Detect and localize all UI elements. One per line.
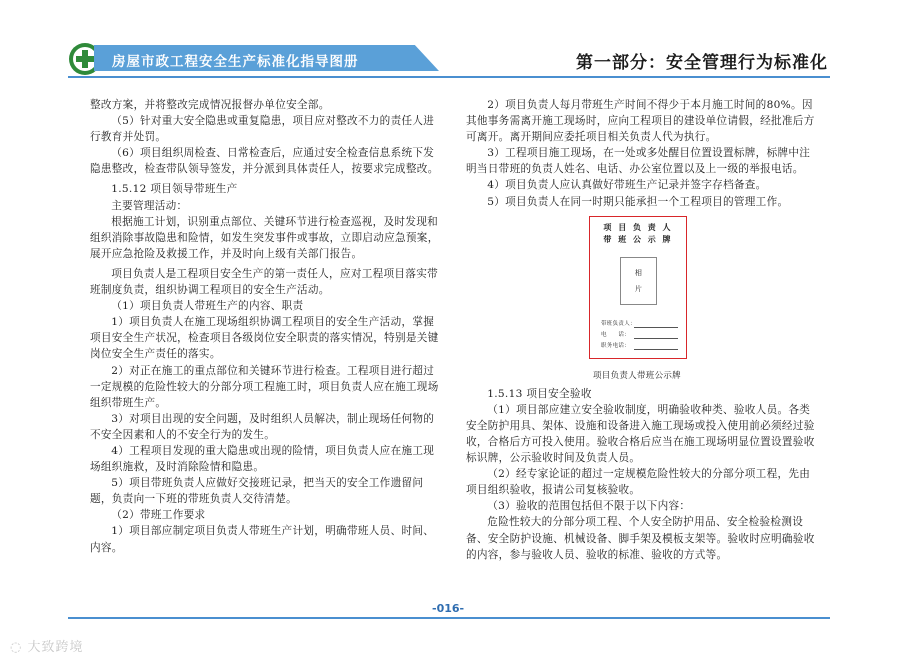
page-header bbox=[68, 42, 830, 76]
watermark bbox=[10, 636, 84, 655]
section-title: 第一部分：安全管理行为标准化 bbox=[576, 53, 828, 73]
header-rule bbox=[68, 76, 830, 78]
subheading: 主要管理活动： bbox=[111, 199, 188, 212]
section-heading: 1.5.13 项目安全验收 bbox=[487, 387, 592, 400]
paragraph: （6）项目组织周检查、日常检查后，应通过安全检查信息系统下发隐患整改，检查带队领导签发，并分派到具体责任人，按要求完成整改。 bbox=[90, 147, 439, 176]
photo-label-2: 片 bbox=[634, 284, 643, 293]
sign-figure bbox=[466, 210, 816, 386]
paragraph: （5）针对重大安全隐患或重复隐患，项目应对整改不力的责任人进行教育并处罚。 bbox=[90, 115, 435, 144]
paragraph: 整改方案，并将整改完成情况报督办单位安全部。 bbox=[90, 99, 330, 111]
paragraph: 2）对正在施工的重点部位和关键环节进行检查。工程项目进行超过一定规模的危险性较大的分部分项工程施工时，项目负责人应在施工现场组织带班生产。 bbox=[90, 364, 439, 409]
paragraph: 4）工程项目发现的重大隐患或出现的险情，项目负责人应在施工现场组织施救，及时消除险情和隐患。 bbox=[90, 444, 435, 474]
sign-field-leader: 带班负责人： bbox=[601, 320, 636, 327]
paragraph: 危险性较大的分部分项工程、个人安全防护用品、安全检验检测设备、安全防护设施、机械设备、脚手架及模板支架等。验收时应明确验收的内容，参与验收人员、验收的标准、验收的方式等。 bbox=[466, 516, 815, 561]
photo-label-1: 相 bbox=[634, 268, 643, 277]
footer-rule bbox=[68, 617, 830, 619]
duty-sign-board bbox=[589, 216, 687, 359]
paragraph: 2）项目负责人每月带班生产时间不得少于本月施工时间的80%。因其他事务需离开施工现场时，应向工程项目的建设单位请假，经批准后方可离开。离开期间应委托项目相关负责人代为执行。 bbox=[466, 99, 815, 144]
paragraph: 3）对项目出现的安全问题，及时组织人员解决，制止现场任何物的不安全因素和人的不安全行为的发生。 bbox=[90, 412, 435, 441]
paragraph: 4）项目负责人应认真做好带班生产记录并签字存档备查。 bbox=[487, 179, 767, 192]
paragraph: 根据施工计划，识别重点部位、关键环节进行检查巡视，及时发现和组织消除事故隐患和险情，如发生突发事件或事故，立即启动应急预案，展开应急抢险及救援工作，并及时向上级有关部门报告。 bbox=[90, 215, 439, 260]
section-heading: 1.5.12 项目领导带班生产 bbox=[111, 183, 238, 196]
photo-placeholder bbox=[620, 257, 657, 305]
paragraph: 5）项目带班负责人应做好交接班记录，把当天的安全工作遗留问题，负责向一下班的带班负责人交待清楚。 bbox=[90, 477, 424, 506]
sign-underline bbox=[634, 327, 678, 328]
paragraph: 1）项目部应制定项目负责人带班生产计划，明确带班人员、时间、内容。 bbox=[90, 525, 435, 554]
sign-title-line1: 项 目 负 责 人 bbox=[603, 222, 673, 232]
sign-title-line2: 带 班 公 示 牌 bbox=[603, 234, 673, 244]
paragraph: （1）项目部应建立安全验收制度，明确验收种类、验收人员。各类安全防护用具、架体、设施和设备进入施工现场或投入使用前必须经过验收，合格后方可投入使用。验收合格后应当在施工现场明显位置设置验收标识牌，公示验收时间及负责人员。 bbox=[466, 403, 815, 465]
paragraph: （3）验收的范围包括但不限于以下内容： bbox=[487, 500, 691, 513]
sign-underline bbox=[634, 349, 678, 350]
figure-caption: 项目负责人带班公示牌 bbox=[592, 370, 681, 381]
sign-field-office-phone: 职务电话： bbox=[601, 342, 631, 349]
paragraph: 3）工程项目施工现场，在一处或多处醒目位置设置标牌，标牌中注明当日带班的负责人姓名、电话、办公室位置以及上一级的举报电话。 bbox=[466, 147, 811, 176]
paragraph: （1）项目负责人带班生产的内容、职责 bbox=[111, 300, 304, 313]
paragraph: 5）项目负责人在同一时期只能承担一个工程项目的管理工作。 bbox=[487, 195, 789, 208]
right-column bbox=[466, 97, 816, 563]
left-column bbox=[90, 97, 440, 556]
sign-field-phone: 电 话： bbox=[601, 331, 631, 338]
paragraph: 1）项目负责人在施工现场组织协调工程项目的安全生产活动，掌握项目安全生产状况，检查项目各级岗位安全职责的落实情况，特别是关键岗位安全生产责任的落实。 bbox=[90, 316, 439, 361]
paragraph: 项目负责人是工程项目安全生产的第一责任人，应对工程项目落实带班制度负责，组织协调工程项目的安全生产活动。 bbox=[90, 267, 438, 297]
watermark-text: 大致跨境 bbox=[27, 640, 84, 655]
paragraph: （2）经专家论证的超过一定规模危险性较大的分部分项工程，先由项目组织验收，报请公司复核验收。 bbox=[466, 468, 811, 497]
watermark-icon: ◌ bbox=[10, 640, 28, 655]
sign-underline bbox=[634, 338, 678, 339]
book-title: 房屋市政工程安全生产标准化指导图册 bbox=[112, 54, 359, 70]
paragraph: （2）带班工作要求 bbox=[111, 509, 206, 522]
page-number: -016- bbox=[432, 602, 465, 615]
